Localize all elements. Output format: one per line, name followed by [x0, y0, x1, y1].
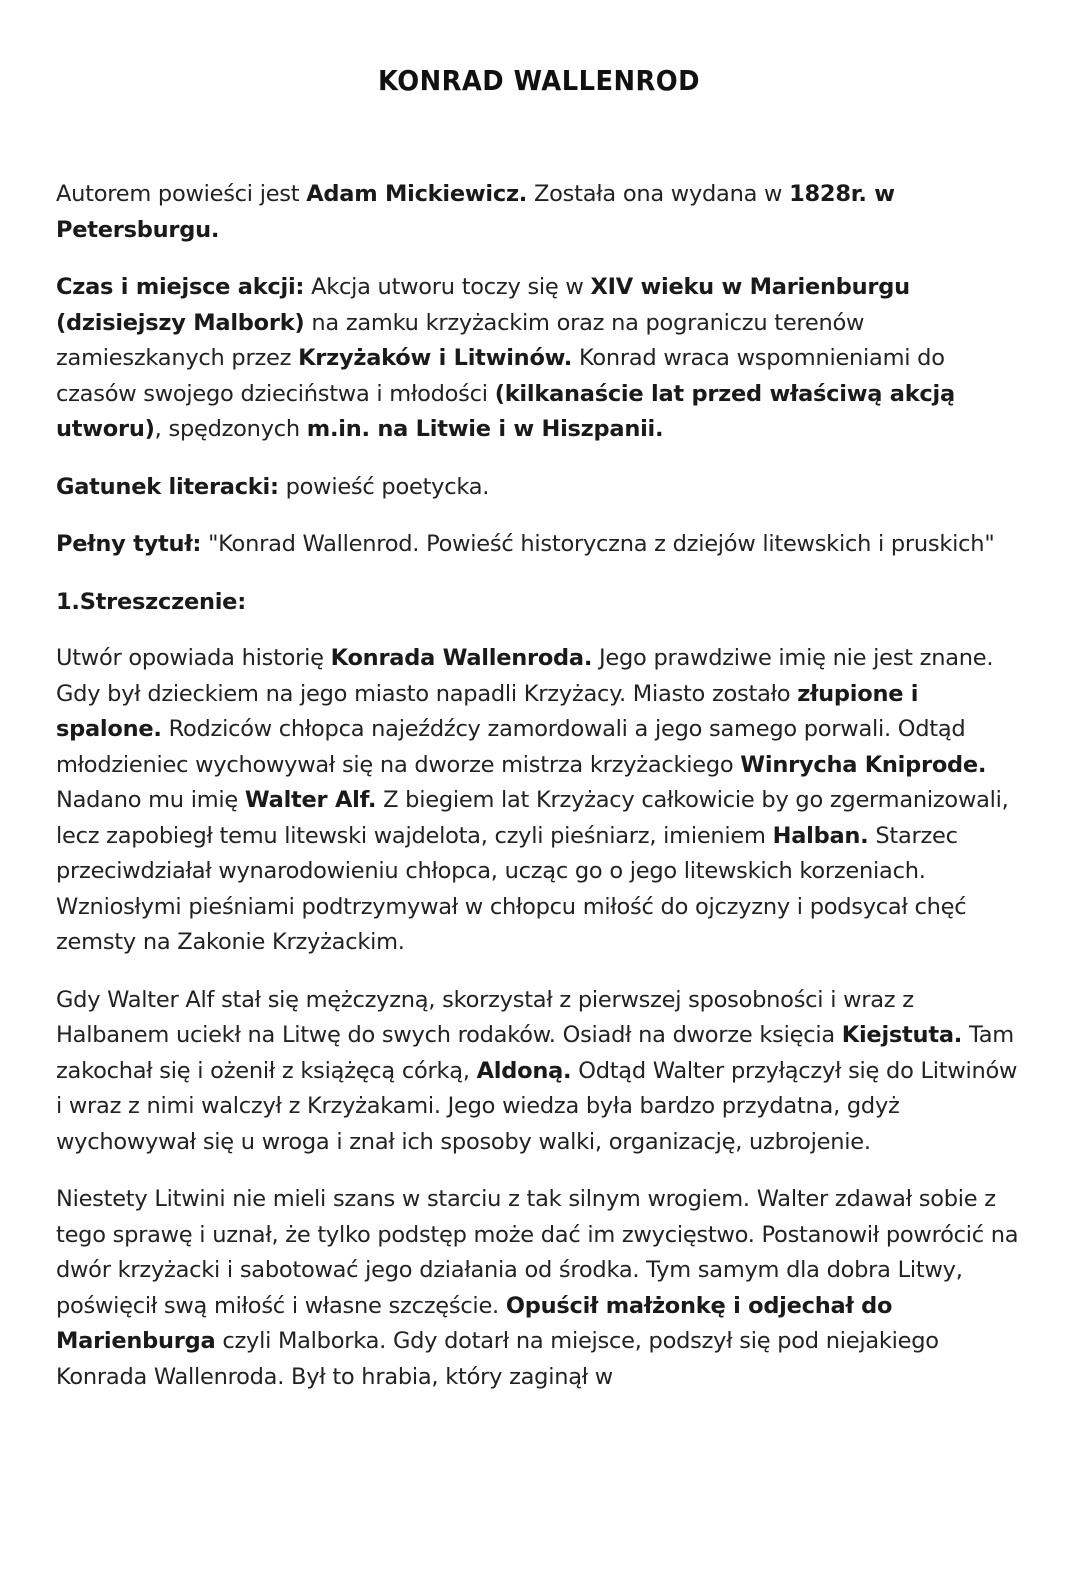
- bold-text: Halban.: [772, 822, 869, 849]
- bold-text: XIV wieku w Marienburgu (dzisiejszy Malbork): [56, 274, 910, 336]
- paragraph: [56, 1182, 1022, 1395]
- bold-text: Konrada Wallenroda.: [330, 645, 593, 671]
- bold-text: 1828r. w Petersburgu.: [56, 181, 895, 243]
- section-heading: [56, 585, 1022, 621]
- text-run: , spędzonych: [154, 416, 307, 442]
- text-run: Gdy Walter Alf stał się mężczyzną, skorzystał z pierwszej sposobności i wraz z Halbanem uciekł na Litwę do swych rodaków. Osiadł na dworze księcia: [56, 986, 914, 1048]
- text-run: na zamku krzyżackim oraz na pograniczu terenów zamieszkanych przez: [56, 309, 865, 371]
- bold-text: 1.Streszczenie:: [56, 588, 246, 615]
- text-run: Z biegiem lat Krzyżacy całkowicie by go zgermanizowali, lecz zapobiegł temu litewski wajdelota, czyli pieśniarz, imieniem: [56, 787, 1009, 849]
- paragraph: [56, 983, 1022, 1161]
- bold-text: Walter Alf.: [244, 787, 377, 813]
- text-run: Rodziców chłopca najeźdźcy zamordowali a jego samego porwali. Odtąd młodzieniec wychowywał się na dworze mistrza krzyżackiego: [56, 716, 966, 778]
- bold-text: Gatunek literacki:: [56, 473, 279, 500]
- document-title: KONRAD WALLENROD: [377, 64, 701, 97]
- text-run: Odtąd Walter przyłączył się do Litwinów i wraz z nimi walczył z Krzyżakami. Jego wiedza była bardzo przydatna, gdyż wychowywał się u wroga i znał ich sposoby walki, organizację, uzbrojenie.: [56, 1057, 1018, 1155]
- text-run: Akcja utworu toczy się w: [304, 274, 591, 300]
- text-run: Została ona wydana w: [527, 181, 790, 207]
- text-run: "Konrad Wallenrod. Powieść historyczna z dziejów litewskich i pruskich": [201, 531, 995, 557]
- bold-text: m.in. na Litwie i w Hiszpanii.: [306, 416, 664, 442]
- text-run: czyli Malborka. Gdy dotarł na miejsce, podszył się pod niejakiego Konrada Wallenroda. Był to hrabia, który zaginął w: [56, 1328, 939, 1390]
- paragraph: [56, 641, 1022, 961]
- text-run: Autorem powieści jest: [56, 181, 307, 207]
- bold-text: złupione i spalone.: [56, 680, 919, 742]
- text-run: Tam zakochał się i ożenił z książęcą córką,: [56, 1022, 1014, 1084]
- text-run: Nadano mu imię: [56, 787, 245, 813]
- text-run: Niestety Litwini nie mieli szans w starciu z tak silnym wrogiem. Walter zdawał sobie z tego sprawę i uznał, że tylko podstęp może dać im zwycięstwo. Postanowił powrócić na dwór krzyżacki i sabotować jego działania od środka. Tym samym dla dobra Litwy, poświęcił swą miłość i własne szczęście.: [56, 1186, 1019, 1319]
- bold-text: Winrycha Kniprode.: [740, 751, 987, 778]
- text-run: Konrad wraca wspomnieniami do czasów swojego dzieciństwa i młodości: [56, 345, 945, 407]
- bold-text: Aldoną.: [476, 1057, 572, 1084]
- paragraph: [56, 470, 1022, 506]
- bold-text: (kilkanaście lat przed właściwą akcją utworu): [56, 380, 955, 442]
- bold-text: Kiejstuta.: [841, 1022, 963, 1048]
- paragraph: [56, 270, 1022, 448]
- bold-text: Pełny tytuł:: [56, 531, 202, 557]
- text-run: Starzec przeciwdziałał wynarodowieniu chłopca, ucząc go o jego litewskich korzeniach. Wzniosłymi pieśniami podtrzymywał w chłopcu miłość do ojczyzny i podsycał chęć zemsty na Zakonie Krzyżackim.: [56, 822, 967, 955]
- text-run: Utwór opowiada historię: [56, 645, 331, 671]
- paragraph: [56, 177, 1022, 248]
- text-run: powieść poetycka.: [278, 473, 490, 500]
- document-body: [56, 177, 1022, 1395]
- bold-text: Opuścił małżonkę i odjechał do Marienburga: [56, 1292, 893, 1354]
- bold-text: Krzyżaków i Litwinów.: [298, 345, 573, 371]
- text-run: Jego prawdziwe imię nie jest znane. Gdy był dzieckiem na jego miasto napadli Krzyżacy. Miasto zostało: [56, 645, 994, 707]
- bold-text: Adam Mickiewicz.: [306, 181, 528, 207]
- paragraph: [56, 527, 1022, 563]
- bold-text: Czas i miejsce akcji:: [56, 274, 305, 300]
